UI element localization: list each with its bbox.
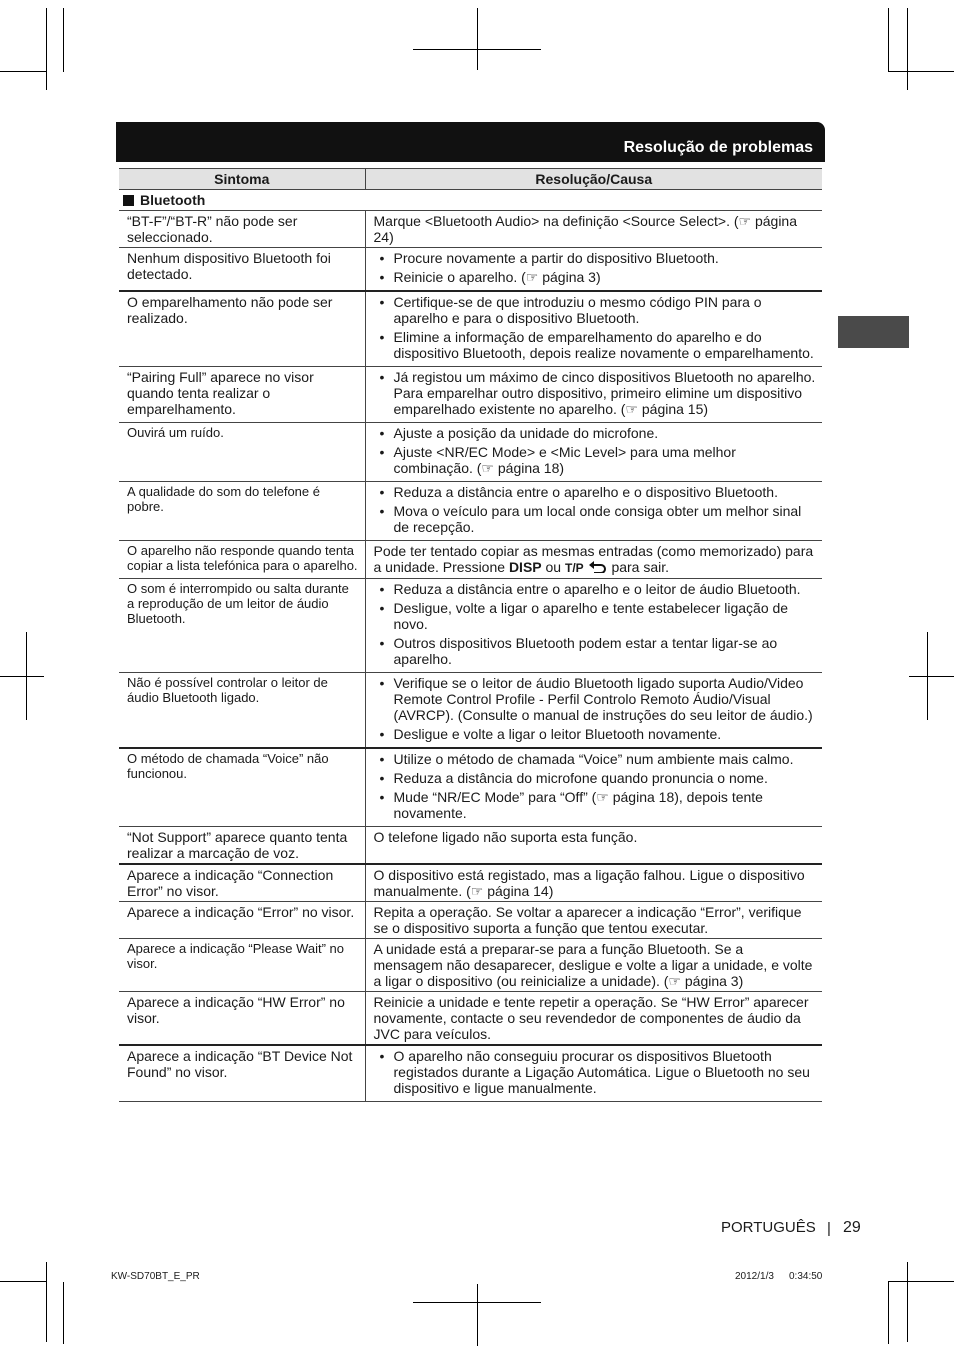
resolution-text: Pode ter tentado copiar as mesmas entradas (como memorizado) para a unidade. Pressione <box>373 543 814 575</box>
footer-time: 0:34:50 <box>789 1271 823 1282</box>
list-item: • Mova o veículo para um local onde consiga obter um melhor sinal de recepção. <box>394 503 817 535</box>
symptom-cell: “Not Support” aparece quanto tenta realizar a marcação de voz. <box>119 827 365 865</box>
symptom-cell: Aparece a indicação “BT Device Not Found” no visor. <box>119 1045 365 1102</box>
symptom-cell: Aparece a indicação “Connection Error” no visor. <box>119 864 365 902</box>
table-row <box>119 291 822 367</box>
resolution-cell: Marque <Bluetooth Audio> na definição <Source Select>. (☞ página 24) <box>365 211 822 248</box>
list-item: • Desligue e volte a ligar o leitor Bluetooth novamente. <box>394 726 817 742</box>
list-item: • Reduza a distância entre o aparelho e o leitor de áudio Bluetooth. <box>394 581 817 597</box>
symptom-cell: “Pairing Full” aparece no visor quando tenta realizar o emparelhamento. <box>119 367 365 423</box>
column-header-symptom: Sintoma <box>119 169 365 190</box>
list-item: • Já registou um máximo de cinco dispositivos Bluetooth no aparelho. Para emparelhar outro dispositivo, primeiro elimine um dispositivo emparelhado existente no aparelho. (☞ página 15) <box>394 369 817 417</box>
resolution-cell <box>365 1045 822 1102</box>
symptom-cell: O som é interrompido ou salta durante a reprodução de um leitor de áudio Bluetooth. <box>119 579 365 673</box>
resolution-text-end: para sair. <box>611 559 670 575</box>
list-item: • Procure novamente a partir do dispositivo Bluetooth. <box>394 250 817 266</box>
list-item: • Reinicie o aparelho. (☞ página 3) <box>394 269 817 285</box>
table-row <box>119 423 822 482</box>
symptom-cell: Aparece a indicação “Please Wait” no visor. <box>119 939 365 992</box>
resolution-cell: O dispositivo está registado, mas a ligação falhou. Ligue o dispositivo manualmente. (☞ página 14) <box>365 864 822 902</box>
footer-language: PORTUGUÊS <box>721 1219 816 1236</box>
table-row <box>119 748 822 827</box>
symptom-cell: Não é possível controlar o leitor de áudio Bluetooth ligado. <box>119 673 365 749</box>
table-row <box>119 902 822 939</box>
symptom-cell: O aparelho não responde quando tenta copiar a lista telefónica para o aparelho. <box>119 541 365 579</box>
resolution-cell <box>365 367 822 423</box>
table-row <box>119 864 822 902</box>
resolution-cell <box>365 541 822 579</box>
symptom-cell: O emparelhamento não pode ser realizado. <box>119 291 365 367</box>
table-row <box>119 367 822 423</box>
list-item: • Verifique se o leitor de áudio Bluetooth ligado suporta Audio/Video Remote Control Profile - Perfil Controlo Remoto Áudio/Visual (AVRCP). (Consulte o manual de instruções do seu leitor de áudio.) <box>394 675 817 723</box>
list-item: • Outros dispositivos Bluetooth podem estar a tentar ligar-se ao aparelho. <box>394 635 817 667</box>
footer-model: KW-SD70BT_E_PR <box>111 1271 200 1282</box>
footer-separator: | <box>827 1220 831 1237</box>
column-header-resolution: Resolução/Causa <box>365 169 822 190</box>
footer-date: 2012/1/3 <box>735 1271 774 1282</box>
list-item: • Elimine a informação de emparelhamento do aparelho e do dispositivo Bluetooth, depois realize novamente o emparelhamento. <box>394 329 817 361</box>
table-row <box>119 579 822 673</box>
list-item: • Mude “NR/EC Mode” para “Off” (☞ página 18), depois tente novamente. <box>394 789 817 821</box>
list-item: • O aparelho não conseguiu procurar os dispositivos Bluetooth registados durante a Ligação Automática. Ligue o Bluetooth no seu dispositivo e ligue manualmente. <box>394 1048 817 1096</box>
list-item: • Utilize o método de chamada “Voice” num ambiente mais calmo. <box>394 751 817 767</box>
tp-button-label: T/P <box>564 561 584 575</box>
list-item: • Reduza a distância entre o aparelho e o dispositivo Bluetooth. <box>394 484 817 500</box>
header-bar <box>116 122 825 162</box>
list-item: • Certifique-se de que introduziu o mesmo código PIN para o aparelho e para o dispositivo Bluetooth. <box>394 294 817 326</box>
symptom-cell: “BT-F”/“BT-R” não pode ser seleccionado. <box>119 211 365 248</box>
resolution-cell: Reinicie a unidade e tente repetir a operação. Se “HW Error” aparecer novamente, contacte o seu revendedor de componentes de áudio da JVC para veículos. <box>365 992 822 1046</box>
troubleshooting-table <box>119 168 822 1102</box>
symptom-cell: Ouvirá um ruído. <box>119 423 365 482</box>
symptom-cell: Nenhum dispositivo Bluetooth foi detectado. <box>119 248 365 292</box>
table-row <box>119 248 822 292</box>
section-title: Bluetooth <box>140 192 206 208</box>
table-row <box>119 827 822 865</box>
table-header-row <box>119 169 822 190</box>
table-row <box>119 482 822 541</box>
square-bullet-icon <box>123 195 134 206</box>
resolution-cell <box>365 579 822 673</box>
table-row <box>119 673 822 749</box>
resolution-cell <box>365 423 822 482</box>
resolution-cell <box>365 482 822 541</box>
table-row <box>119 541 822 579</box>
table-row <box>119 211 822 248</box>
page-number: 29 <box>843 1219 861 1236</box>
resolution-cell: A unidade está a preparar-se para a função Bluetooth. Se a mensagem não desaparecer, desligue e volte a ligar a unidade, e volte a ligar o dispositivo (ou reinicialize a unidade). (☞ página 3) <box>365 939 822 992</box>
section-row <box>119 190 822 211</box>
symptom-cell: A qualidade do som do telefone é pobre. <box>119 482 365 541</box>
resolution-cell <box>365 748 822 827</box>
list-item: • Desligue, volte a ligar o aparelho e tente estabelecer ligação de novo. <box>394 600 817 632</box>
table-row <box>119 992 822 1046</box>
list-item: • Reduza a distância do microfone quando pronuncia o nome. <box>394 770 817 786</box>
section-tab-marker <box>838 316 909 348</box>
list-item: • Ajuste a posição da unidade do microfone. <box>394 425 817 441</box>
table-row <box>119 1045 822 1102</box>
symptom-cell: O método de chamada “Voice” não funcionou. <box>119 748 365 827</box>
symptom-cell: Aparece a indicação “HW Error” no visor. <box>119 992 365 1046</box>
resolution-cell <box>365 673 822 749</box>
table-row <box>119 939 822 992</box>
resolution-cell <box>365 248 822 292</box>
disp-button-label: DISP <box>508 559 542 575</box>
resolution-cell <box>365 291 822 367</box>
back-arrow-icon <box>588 559 608 575</box>
symptom-cell: Aparece a indicação “Error” no visor. <box>119 902 365 939</box>
page-title: Resolução de problemas <box>623 139 813 156</box>
list-item: • Ajuste <NR/EC Mode> e <Mic Level> para uma melhor combinação. (☞ página 18) <box>394 444 817 476</box>
or-text: ou <box>545 559 562 575</box>
resolution-cell: Repita a operação. Se voltar a aparecer a indicação “Error”, verifique se o dispositivo suporta a função que tentou executar. <box>365 902 822 939</box>
resolution-cell: O telefone ligado não suporta esta função. <box>365 827 822 865</box>
